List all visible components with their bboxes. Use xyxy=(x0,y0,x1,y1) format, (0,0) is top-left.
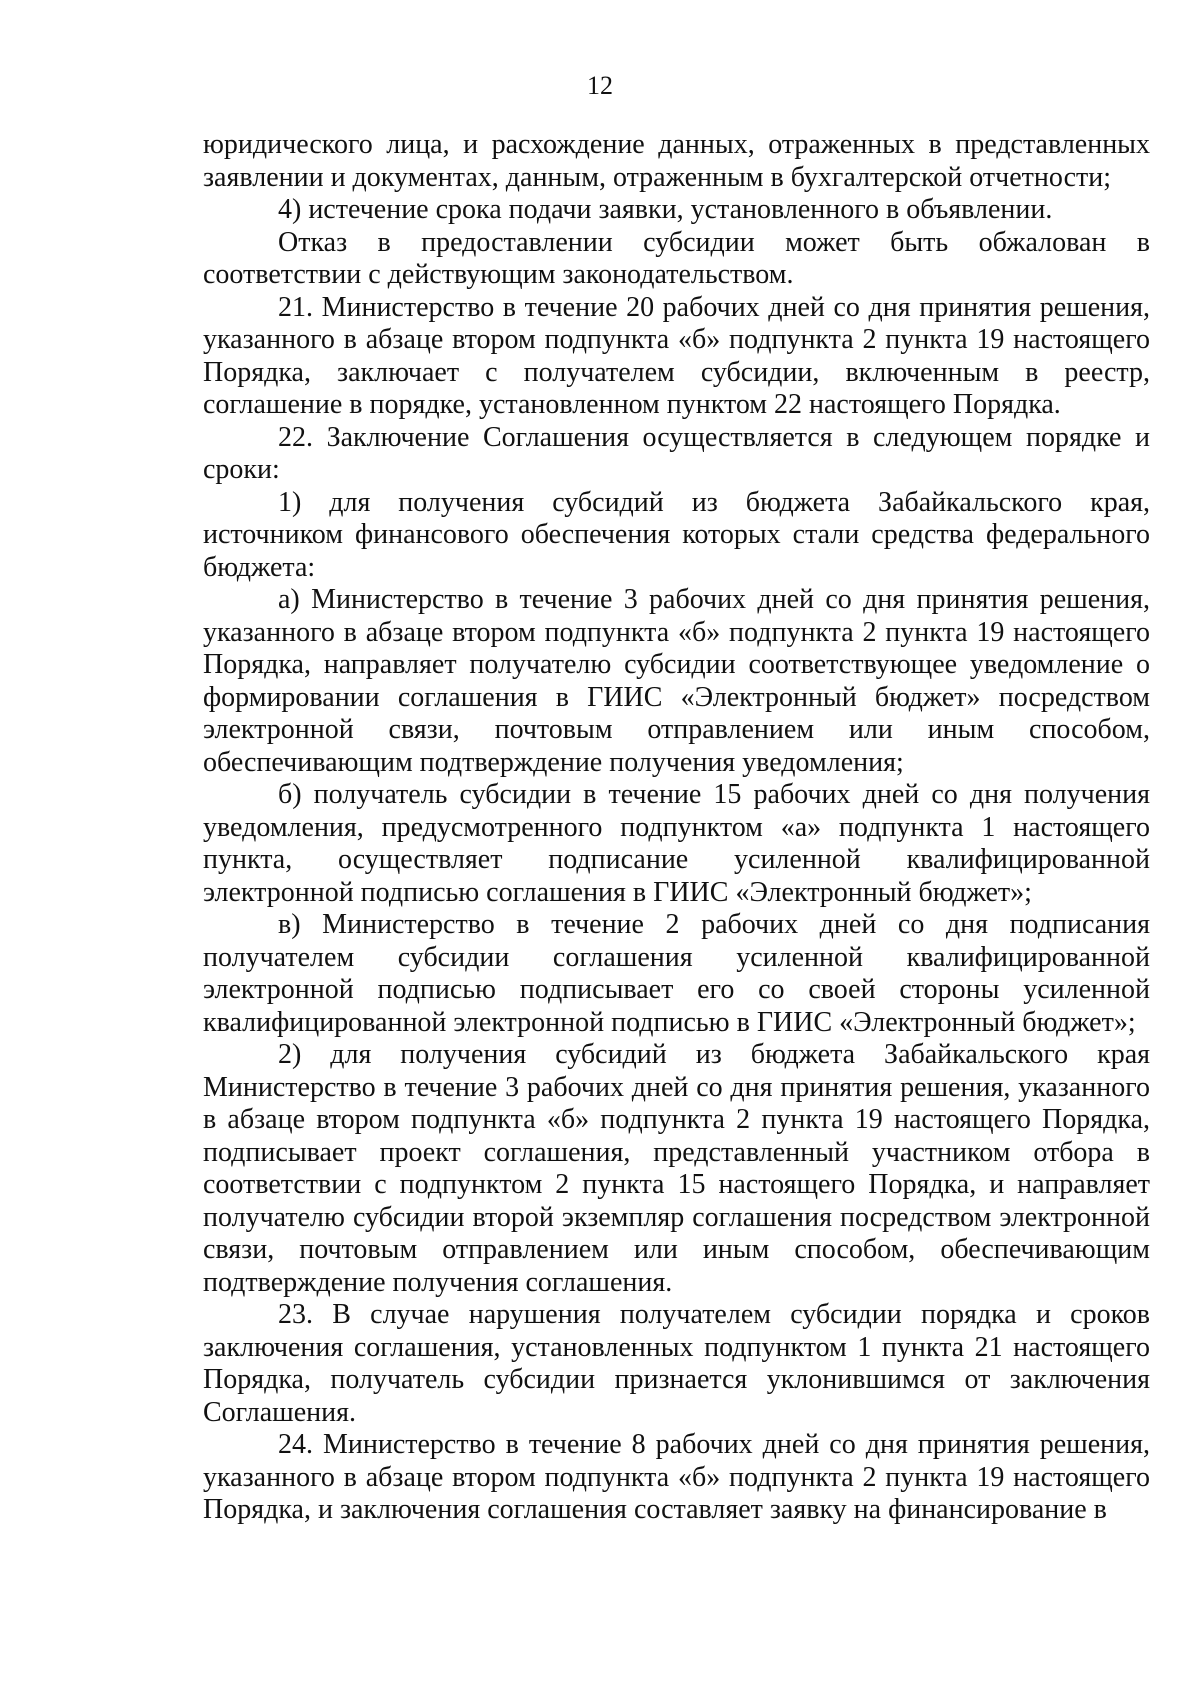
paragraph-refusal-appeal: Отказ в предоставлении субсидии может быть обжалован в соответствии с действующим законодательством. xyxy=(203,226,1150,290)
paragraph-22-sub-1-v: в) Министерство в течение 2 рабочих дней со дня подписания получателем субсидии соглашения усиленной квалифицированной электронной подписью подписывает его со своей стороны усиленной квалифицированной электронной подписью в ГИИС «Электронный бюджет»; xyxy=(203,909,1150,1038)
paragraph-22-sub-1: 1) для получения субсидий из бюджета Забайкальского края, источником финансового обеспечения которых стали средства федерального бюджета: xyxy=(203,486,1150,583)
paragraph-item-4: 4) истечение срока подачи заявки, установленного в объявлении. xyxy=(278,194,1053,225)
paragraph-21: 21. Министерство в течение 20 рабочих дней со дня принятия решения, указанного в абзаце втором подпункта «б» подпункта 2 пункта 19 настоящего Порядка, заключает с получателем субсидии, включенным в реестр, соглашение в порядке, установленном пунктом 22 настоящего Порядка. xyxy=(203,291,1150,420)
paragraph-24: 24. Министерство в течение 8 рабочих дней со дня принятия решения, указанного в абзаце втором подпункта «б» подпункта 2 пункта 19 настоящего Порядка, и заключения соглашения составляет заявку на финансирование в xyxy=(203,1429,1150,1525)
document-body xyxy=(203,129,1150,1527)
paragraph-22: 22. Заключение Соглашения осуществляется в следующем порядке и сроки: xyxy=(203,421,1150,485)
paragraph-22-sub-1-b: б) получатель субсидии в течение 15 рабочих дней со дня получения уведомления, предусмотренного подпунктом «а» подпункта 1 настоящего пункта, осуществляет подписание усиленной квалифицированной электронной подписью соглашения в ГИИС «Электронный бюджет»; xyxy=(203,779,1150,908)
paragraph-22-sub-1-a: а) Министерство в течение 3 рабочих дней со дня принятия решения, указанного в абзаце втором подпункта «б» подпункта 2 пункта 19 настоящего Порядка, направляет получателю субсидии соответствующее уведомление о формировании соглашения в ГИИС «Электронный бюджет» посредством электронной связи, почтовым отправлением или иным способом, обеспечивающим подтверждение получения уведомления; xyxy=(203,584,1150,778)
paragraph-22-sub-2: 2) для получения субсидий из бюджета Забайкальского края Министерство в течение 3 рабочих дней со дня принятия решения, указанного в абзаце втором подпункта «б» подпункта 2 пункта 19 настоящего Порядка, подписывает проект соглашения, представленный участником отбора в соответствии с подпунктом 2 пункта 15 настоящего Порядка, и направляет получателю субсидии второй экземпляр соглашения посредством электронной связи, почтовым отправлением или иным способом, обеспечивающим подтверждение получения соглашения. xyxy=(203,1039,1150,1298)
page-number: 12 xyxy=(587,71,613,100)
paragraph-23: 23. В случае нарушения получателем субсидии порядка и сроков заключения соглашения, установленных подпунктом 1 пункта 21 настоящего Порядка, получатель субсидии признается уклонившимся от заключения Соглашения. xyxy=(203,1299,1150,1428)
paragraph-continuation: юридического лица, и расхождение данных, отраженных в представленных заявлении и документах, данным, отраженным в бухгалтерской отчетности; xyxy=(203,129,1150,193)
